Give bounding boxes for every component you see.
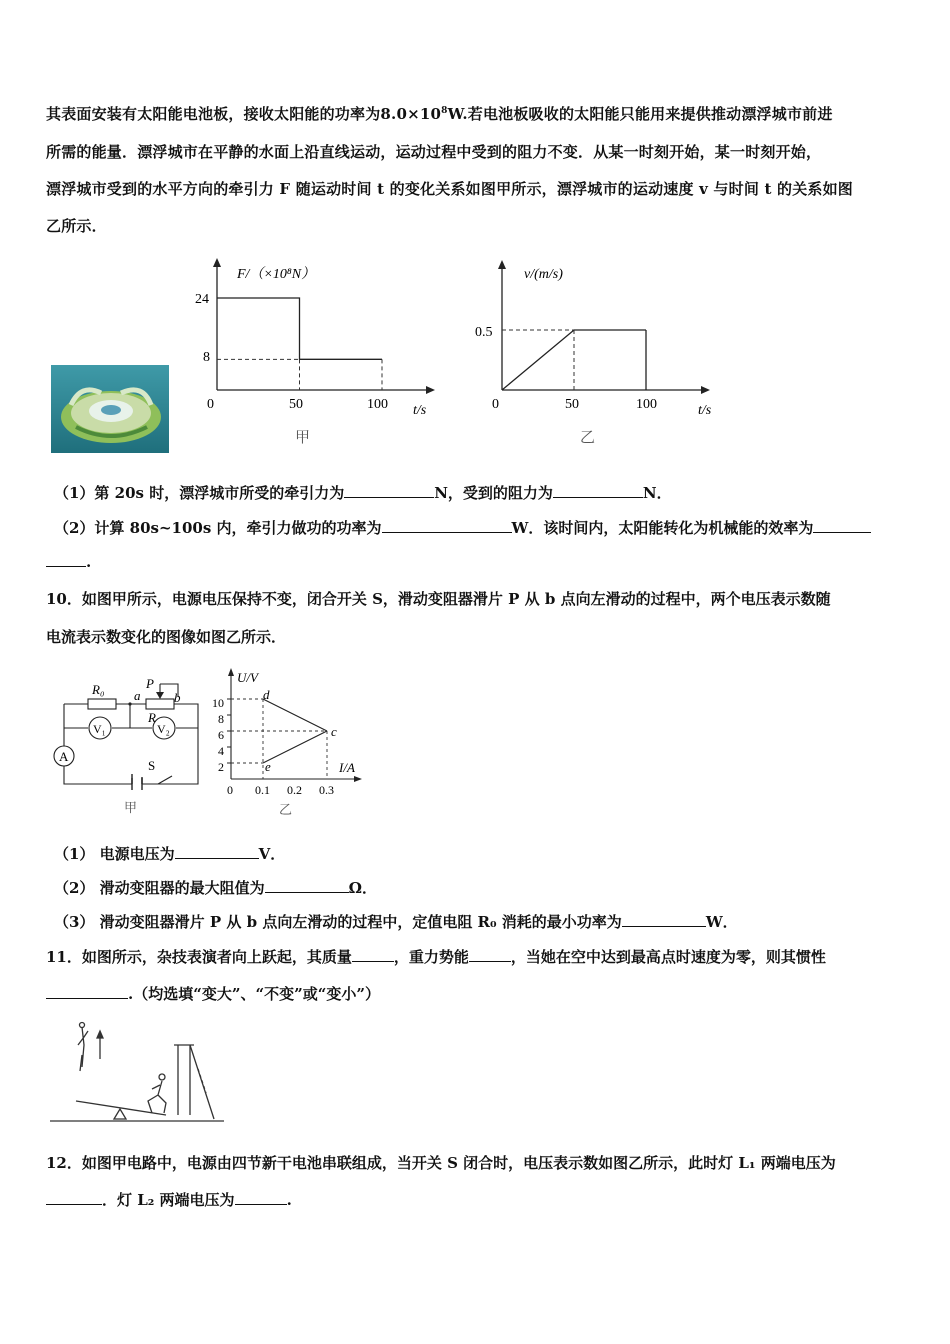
jumper-figure-icon [78, 1027, 88, 1071]
tower-icon [174, 1045, 194, 1115]
force-caption: 甲 [295, 430, 311, 446]
force-ylabel: F/（×10⁸N） [237, 267, 316, 282]
circuit-label-switch: S [148, 758, 156, 773]
force-xtick-100: 100 [367, 397, 388, 412]
ui-point-d: d [263, 687, 270, 702]
circuit-diagram [48, 668, 216, 818]
ui-xtick-0-3: 0.3 [319, 783, 334, 797]
ui-point-c: c [331, 724, 337, 739]
q9-part-2-continued: . [46, 552, 91, 571]
q10-part-3: （3） 滑动变阻器滑片 P 从 b 点向左滑动的过程中，定值电阻 R₀ 消耗的最小功率为 W． [54, 913, 738, 931]
acrobat-illustration [48, 1015, 228, 1127]
ui-xtick-0: 0 [227, 783, 233, 797]
force-time-graph [185, 252, 445, 452]
answer-blank[interactable] [382, 518, 512, 533]
answer-blank[interactable] [813, 518, 871, 533]
x-axis-arrow-icon [426, 386, 435, 394]
q10-part-1: （1） 电源电压为 V． [54, 845, 286, 863]
q10-part-2: （2） 滑动变阻器的最大阻值为 Ω． [54, 879, 378, 897]
ui-xtick-0-2: 0.2 [287, 783, 302, 797]
circuit-caption: 甲 [124, 800, 138, 815]
ui-series-line-0 [263, 699, 327, 731]
voltage-current-graph [207, 664, 372, 822]
ui-ytick-2: 2 [218, 760, 224, 774]
q9-part-2: （2）计算 80s~100s 内，牵引力做功的功率为 W．该时间内，太阳能转化为机械能的效率为 [54, 517, 871, 538]
force-xlabel: t/s [413, 403, 427, 418]
circuit-label-v2: V₂ [157, 722, 170, 736]
battery-icon [132, 774, 142, 784]
circuit-label-r0: R₀ [92, 682, 105, 697]
y-axis-arrow-icon [498, 260, 506, 269]
q12-line-1: 12．如图甲电路中，电源由四节新干电池串联组成，当开关 S 闭合时，电压表示数如图乙所示，此时灯 L₁ 两端电压为 [46, 1154, 836, 1172]
ui-xlabel: I/A [339, 760, 355, 775]
answer-blank[interactable] [352, 947, 394, 962]
answer-blank[interactable] [553, 483, 643, 498]
force-ytick-8: 8 [203, 350, 210, 365]
speed-time-graph [470, 252, 730, 452]
speed-xtick-50: 50 [565, 397, 579, 412]
answer-blank[interactable] [265, 878, 349, 893]
q12-line-2: ．灯 L₂ 两端电压为 . [46, 1189, 292, 1210]
circuit-label-a: a [134, 688, 141, 703]
speed-xlabel: t/s [698, 403, 712, 418]
ui-ytick-8: 8 [218, 712, 224, 726]
answer-blank[interactable] [46, 1190, 102, 1205]
ui-xtick-0-1: 0.1 [255, 783, 270, 797]
intro-line-2: 所需的能量．漂浮城市在平静的水面上沿直线运动，运动过程中受到的阻力不变．从某一时刻开始，某一时刻开始， [46, 143, 822, 161]
q11-line-1: 11．如图所示，杂技表演者向上跃起，其质量 ，重力势能 ，当她在空中达到最高点时速度为零，则其惯性 [46, 948, 826, 966]
y-axis-arrow-icon [228, 668, 234, 676]
q10-line-1: 10．如图甲所示，电源电压保持不变，闭合开关 S，滑动变阻器滑片 P 从 b 点向左滑动的过程中，两个电压表示数随 [46, 590, 831, 608]
ui-series-line-1 [263, 731, 327, 763]
q10-line-2: 电流表示数变化的图像如图乙所示． [46, 628, 287, 646]
x-axis-arrow-icon [701, 386, 710, 394]
answer-blank[interactable] [344, 483, 434, 498]
speed-ylabel: v/(m/s) [524, 267, 563, 282]
rheostat-r [146, 699, 174, 709]
ui-ytick-10: 10 [212, 696, 224, 710]
floating-city-photo [51, 365, 169, 453]
force-series-line [217, 298, 382, 359]
circuit-wire [64, 704, 198, 784]
speed-ytick: 0.5 [475, 325, 493, 340]
slider-arrow-icon [156, 692, 164, 699]
answer-blank[interactable] [469, 947, 511, 962]
q11-line-2: .（均选填“变大”、“不变”或“变小”） [46, 983, 380, 1004]
switch-icon [158, 776, 172, 784]
answer-blank[interactable] [622, 912, 706, 927]
q9-part-1: （1）第 20s 时，漂浮城市所受的牵引力为 N，受到的阻力为 N． [54, 484, 672, 502]
circuit-label-p: P [146, 676, 154, 691]
performer-figure-icon [148, 1081, 166, 1113]
answer-blank[interactable] [46, 552, 86, 567]
circuit-label-r: R [148, 710, 156, 725]
ui-ytick-6: 6 [218, 728, 224, 742]
intro-line-4: 乙所示． [46, 217, 107, 235]
circuit-label-v1: V₁ [93, 722, 106, 736]
speed-xtick-0: 0 [492, 397, 499, 412]
force-xtick-0: 0 [207, 397, 214, 412]
resistor-r0 [88, 699, 116, 709]
speed-xtick-100: 100 [636, 397, 657, 412]
seesaw-pivot-icon [114, 1109, 126, 1119]
seesaw-board [76, 1101, 166, 1115]
answer-blank[interactable] [235, 1190, 287, 1205]
speed-caption: 乙 [580, 430, 596, 446]
ui-point-e: e [265, 759, 271, 774]
intro-line-3: 漂浮城市受到的水平方向的牵引力 F 随运动时间 t 的变化关系如图甲所示，漂浮城市的运动速度 v 与时间 t 的关系如图 [46, 180, 854, 198]
ui-caption: 乙 [279, 802, 293, 817]
answer-blank[interactable] [175, 844, 259, 859]
y-axis-arrow-icon [213, 258, 221, 267]
circuit-label-b: b [174, 690, 181, 705]
intro-line-1: 其表面安装有太阳能电池板，接收太阳能的功率为$8.0\times 10^8W$.若电池板吸收的太阳能只能用来提供推动漂浮城市前进 [46, 105, 833, 123]
circuit-label-ammeter: A [59, 749, 69, 764]
ui-ylabel: U/V [237, 670, 258, 685]
x-axis-arrow-icon [354, 776, 362, 782]
answer-blank[interactable] [46, 984, 128, 999]
force-ytick-24: 24 [195, 292, 209, 307]
ui-ytick-4: 4 [218, 744, 224, 758]
force-xtick-50: 50 [289, 397, 303, 412]
